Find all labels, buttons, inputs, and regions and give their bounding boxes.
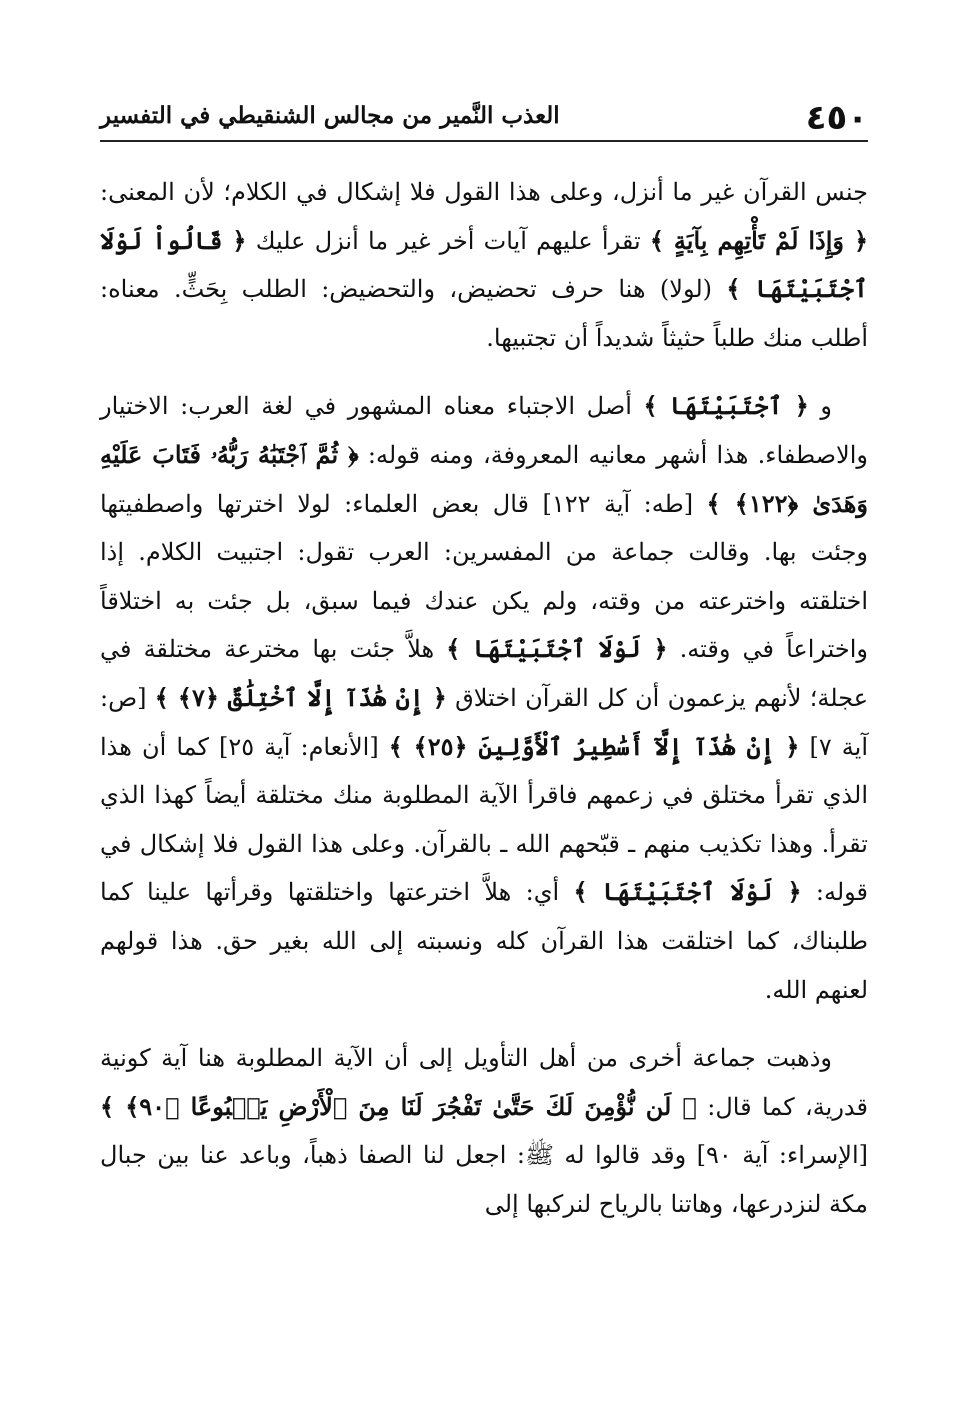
text-span: وذهبت جماعة أخرى من أهل التأويل إلى أن الآية المطلوبة هنا آية كونية قدرية، كما قال:: [100, 1044, 869, 1121]
text-span: و: [808, 392, 833, 421]
page-number: ٤٥٠: [805, 98, 868, 138]
quran-verse: ﴿ قَالُواْ لَوْلَا ٱجْتَبَيْتَهَا ﴾: [100, 225, 868, 304]
quran-verse: ﴿ ثُمَّ ٱجْتَبَٰهُ رَبُّهُۥ فَتَابَ عَلَيْهِ وَهَدَىٰ ﴿١٢٢﴾ ﴾: [100, 439, 868, 518]
text-span: تقرأ عليهم آيات أخر غير ما أنزل عليك: [246, 226, 650, 255]
text-span: [الإسراء: آية ٩٠] وقد قالوا له ﷺ: اجعل لنا الصفا ذهباً، وباعد عنا بين جبال مكة لنزدرعها، وهاتنا بالرياح لنركبها إلى: [100, 1141, 868, 1218]
quran-verse: ﴿ لَوْلَا ٱجْتَبَيْتَهَا ﴾: [573, 877, 802, 907]
page-header: [100, 96, 868, 142]
text-span: [طه: آية ١٢٢] قال بعض العلماء: لولا اخترتها واصطفيتها وجئت بها. وقالت جماعة من المفسرين: العرب تقول: اجتبيت الكلام. إذا اختلقته واخترعته من وقته، ولم يكن عندك فيما سبق، بل جئت به اختلاقاً واختراعاً في وقته.: [100, 489, 868, 664]
quran-verse: ﴿ إِنْ هَٰذَآ إِلَّآ أَسَٰطِيرُ ٱلْأَوَّلِينَ ﴿٢٥﴾ ﴾: [388, 731, 800, 761]
paragraph-3: [100, 1034, 868, 1228]
quran-verse: ﴿ لَوْلَا ٱجْتَبَيْتَهَا ﴾: [446, 634, 668, 664]
text-span: أي: هلاَّ اخترعتها واختلقتها وقرأتها علينا كما طلبناك، كما اختلقت هذا القرآن كله ونسبته إلى الله بغير حق. هذا قولهم لعنهم الله.: [100, 878, 868, 1004]
running-title: العذب النَّمير من مجالس الشنقيطي في التفسير: [100, 102, 560, 129]
text-span: [ص: آية ٧]: [100, 683, 869, 761]
text-span: هلاَّ جئت بها مخترعة مختلقة في عجلة؛ لأنهم يزعمون أن كل القرآن اختلاق: [100, 635, 869, 712]
text-span: (لولا) هنا حرف تحضيض، والتحضيض: الطلب بِحَثٍّ. معناه: أطلب منك طلباً حثيثاً شديداً أن تجتبيها.: [100, 275, 868, 352]
text-span: [الأنعام: آية ٢٥] كما أن هذا الذي تقرأ مختلق في زعمهم فاقرأ الآية المطلوبة منك مختلقة أيضاً كهذا الذي تقرأ. وهذا تكذيب منهم ـ قبّحهم الله ـ بالقرآن. وعلى هذا القول فلا إشكال في قوله:: [100, 732, 869, 907]
quran-verse: ﴿ إِنْ هَٰذَآ إِلَّا ٱخْتِلَٰقٌ ﴿٧﴾ ﴾: [154, 682, 447, 712]
paragraph-2: [100, 382, 868, 1014]
text-span: جنس القرآن غير ما أنزل، وعلى هذا القول فلا إشكال في الكلام؛ لأن المعنى:: [100, 178, 868, 206]
text-span: أصل الاجتباء معناه المشهور في لغة العرب: الاختيار والاصطفاء. هذا أشهر معانيه المعروفة، ومنه قوله:: [100, 392, 868, 469]
paragraph-1: [100, 168, 868, 362]
quran-verse: ﴿ ٱجْتَبَيْتَهَا ﴾: [643, 391, 809, 421]
quran-verse: ﴿ وَإِذَا لَمْ تَأْتِهِم بِآيَةٍ ﴾: [649, 225, 869, 255]
page-body: [100, 168, 868, 1228]
quran-verse: ﴿ لَن نُّؤْمِنَ لَكَ حَتَّىٰ تَفْجُرَ لَنَا مِنَ ٱلْأَرْضِ يَنۢبُوعًا ﴿٩٠﴾ ﴾: [100, 1091, 697, 1121]
